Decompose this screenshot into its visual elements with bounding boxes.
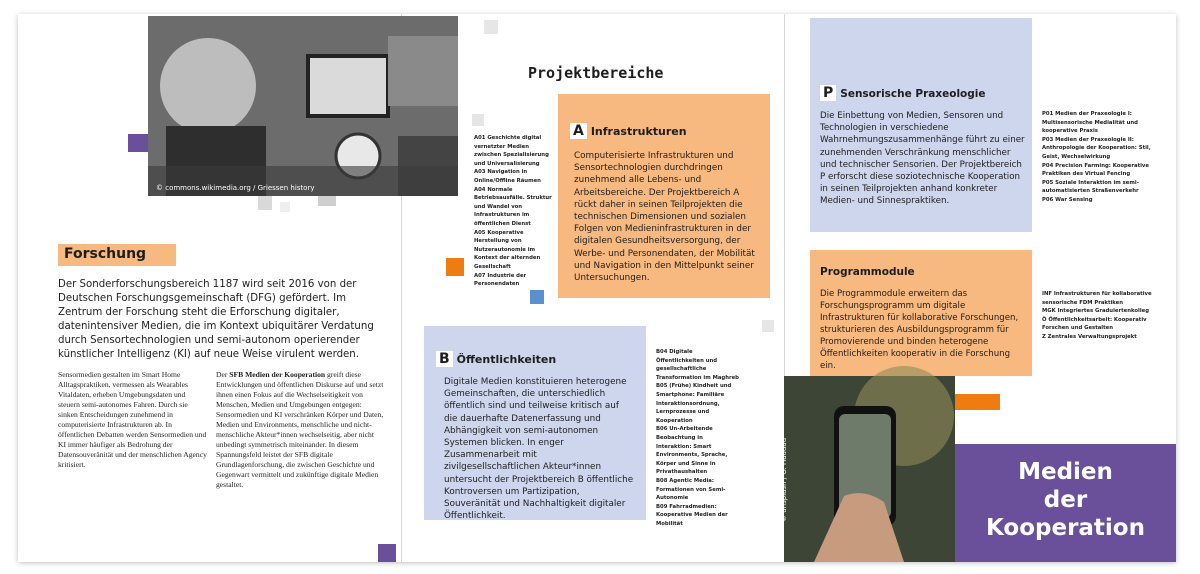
- col2-post: greift diese Entwicklungen und öffentlichen Diskurse auf und setzt ihnen einen Fokus auf die Wechselseitigkeit von Menschen, Medien und Umgebungen entgegen: Sensormedien und KI verschränken Körper und Daten, Medien und Environments, menschliche und nicht-menschliche Akteur*innen wechselseitig, aber nicht unbedingt symmetrisch miteinander. In diesem Spannungsfeld leistet der SFB digitale Grundlagenforschung, die zwischen Geschichte und Gegenwart vermittelt und zukünftige digitale Medien gestaltet.: [216, 370, 384, 489]
- project-list-b: [656, 348, 740, 528]
- list-item: B05 (Frühe) Kindheit und Smartphone: Familiäre Interaktionsordnung, Lernprozesse und Kooperation: [656, 383, 732, 424]
- section-p-title: Sensorische Praxeologie: [840, 88, 986, 100]
- smartphone-photo: [780, 376, 955, 562]
- col2-bold: SFB Medien der Kooperation: [229, 370, 326, 379]
- project-list-a: [474, 134, 552, 289]
- deco-square: [318, 196, 336, 206]
- section-a-letter: A: [570, 123, 587, 139]
- programmodule-box: [810, 250, 1032, 376]
- brand-logo-block: [955, 444, 1176, 562]
- section-a-header: [570, 120, 687, 139]
- telephone-photo-illustration: [148, 16, 458, 196]
- list-item: A07 Industrie der Personendaten: [474, 272, 527, 288]
- section-p-text: Die Einbettung von Medien, Sensoren und Technologien in verschiedene Wahrnehmungszusammenhänge führt zu einer zunehmenden Verschränkung menschlicher und technischer Sensorien. Der Projektbereich P erforscht diese soziotechnische Kooperation in seinen Teilprojekten anhand konkreter Medien- und Sinnespraktiken.: [820, 111, 1025, 207]
- forschung-title: Forschung: [64, 246, 147, 262]
- list-item: A01 Geschichte digital vernetzter Medien zwischen Spezialisierung und Universalisierung: [474, 135, 549, 167]
- deco-orange-square: [446, 258, 464, 276]
- section-b-header: [436, 348, 556, 367]
- program-module-list: [1042, 290, 1154, 342]
- photo-credit: © commons.wikimedia.org / Griessen history: [156, 184, 315, 192]
- list-item: MGK Integriertes Graduiertenkolleg: [1042, 308, 1150, 315]
- list-item: P04 Precision Farming: Kooperative Praktiken des Virtual Fencing: [1042, 162, 1149, 178]
- section-b-box: [424, 326, 646, 520]
- list-item: Ö Öffentlichkeitsarbeit: Kooperativ Forschen und Gestalten: [1042, 316, 1147, 332]
- historic-telephone-photo: [148, 16, 458, 196]
- list-item: B06 Un-Arbeitende Beobachtung in Interaktion: Smart Environments, Sprache, Körper und Sinne in Privathaushalten: [656, 426, 728, 476]
- list-item: A05 Kooperative Herstellung von Nutzerautonomie im Kontext der alternden Gesellschaft: [474, 229, 541, 270]
- list-item: INF Infrastrukturen für kollaborative sensorische FDM Praktiken: [1042, 291, 1152, 306]
- section-b-letter: B: [436, 351, 453, 367]
- list-item: P05 Soziale Interaktion im semi-automatisierten Straßenverkehr: [1042, 179, 1139, 195]
- brand-line-3: Kooperation: [985, 515, 1145, 541]
- programmodule-title: Programmodule: [820, 266, 915, 278]
- forschung-column-2: [216, 370, 384, 490]
- list-item: P03 Medien der Praxeologie II: Anthropologie der Kooperation: Stil, Geist, Wechselwirkung: [1042, 136, 1151, 160]
- list-item: B08 Agentic Media: Formationen von Semi-Autonomie: [656, 477, 726, 502]
- deco-purple-square: [378, 544, 396, 562]
- brand-line-2: der: [1043, 487, 1088, 513]
- list-item: B04 Digitale Öffentlichkeiten und gesellschaftliche Transformation im Maghreb: [656, 349, 739, 381]
- list-item: P01 Medien der Praxeologie I: Multisensorische Medialität und kooperative Praxis: [1042, 111, 1138, 135]
- section-b-title: Öffentlichkeiten: [456, 353, 557, 366]
- section-p-box: [810, 18, 1032, 232]
- deco-square: [484, 20, 498, 34]
- section-b-text: Digitale Medien konstituieren heterogene Gemeinschaften, die unterschiedlich öffentlich sind und teilweise kritisch auf die dauerhafte Datenerfassung und Abhängigkeit von semi-autonomen Systemen blicken. In enger Zusammenarbeit mit zivilgesellschaftlichen Akteur*innen untersucht der Projektbereich B öffentliche Kontroversen um Partizipation, Souveränität und Nachhaltigkeit digitaler Öffentlichkeit.: [444, 377, 634, 522]
- projektbereiche-title: Projektbereiche: [528, 64, 664, 82]
- deco-square: [258, 196, 272, 210]
- brand-line-1: Medien: [1018, 459, 1113, 485]
- smartphone-illustration: [784, 376, 955, 562]
- col2-pre: Der: [216, 370, 230, 379]
- list-item: B09 Fahrradmedien: Kooperative Medien der Mobilität: [656, 503, 728, 527]
- deco-square: [472, 114, 484, 126]
- deco-blue-square: [530, 290, 544, 304]
- list-item: A04 Normale Betriebsausfälle. Struktur und Wandel von Infrastrukturen im öffentlichen Dienst: [474, 186, 552, 227]
- section-a-box: [558, 94, 770, 298]
- forschung-intro: Der Sonderforschungsbereich 1187 wird seit 2016 von der Deutschen Forschungsgemeinschaft (DFG) gefördert. Im Zentrum der Forschung steht die Erforschung digitaler, datenintensiver Medien, die im Kontext ubiquitärer Verdatung durch Sensortechnologien und semi-autonom operierender künstlicher Intelligenz (KI) auf neue Weise virulent werden.: [58, 279, 374, 360]
- deco-square: [280, 202, 290, 212]
- list-item: P06 War Sensing: [1042, 196, 1093, 203]
- forschung-label-box: [58, 244, 176, 266]
- deco-square: [762, 320, 774, 332]
- section-a-title: Infrastrukturen: [590, 125, 687, 138]
- programmodule-text: Die Programmodule erweitern das Forschungsprogramm um digitale Infrastrukturen für kollaborative Forschungen, strukturieren des Ausbildungsprogramm für Promovierende und binden heterogene Öffentlichkeiten kooperativ in die Forschung ein.: [820, 289, 1019, 371]
- photo-credit: © unsplash / O. Haddad: [780, 437, 788, 522]
- project-list-p: [1042, 110, 1158, 205]
- section-p-letter: P: [820, 85, 836, 101]
- list-item: A03 Navigation in Online/Offline Räumen: [474, 169, 541, 184]
- section-a-text: Computerisierte Infrastrukturen und Sensortechnologien durchdringen zunehmend alle Lebens- und Arbeitsbereiche. Der Projektbereich A rückt daher in seinen Teilprojekten die technischen Dimensionen und sozialen Folgen von Medieninfrastrukturen in der digitalen Gesundheitsversorgung, der Werbe- und Personendaten, der Mobilität und Navigation in den Mittelpunkt seiner Untersuchungen.: [574, 151, 755, 284]
- forschung-column-1: Sensormedien gestalten im Smart Home Alltagspraktiken, vermessen als Wearables Vitaldaten, erheben Umgebungsdaten und steuern semi-autonomes Fahren. Durch sie sinken Entscheidungen zunehmend in computerisierte Infrastrukturen ab. In öffentlichen Debatten werden Sensormedien und KI immer häufiger als Bedrohung der Datensouveränität und der menschlichen Agency kritisiert.: [58, 370, 207, 469]
- brochure-spread: [18, 14, 1176, 562]
- list-item: Z Zentrales Verwaltungsprojekt: [1042, 333, 1137, 340]
- section-p-header: [820, 82, 986, 101]
